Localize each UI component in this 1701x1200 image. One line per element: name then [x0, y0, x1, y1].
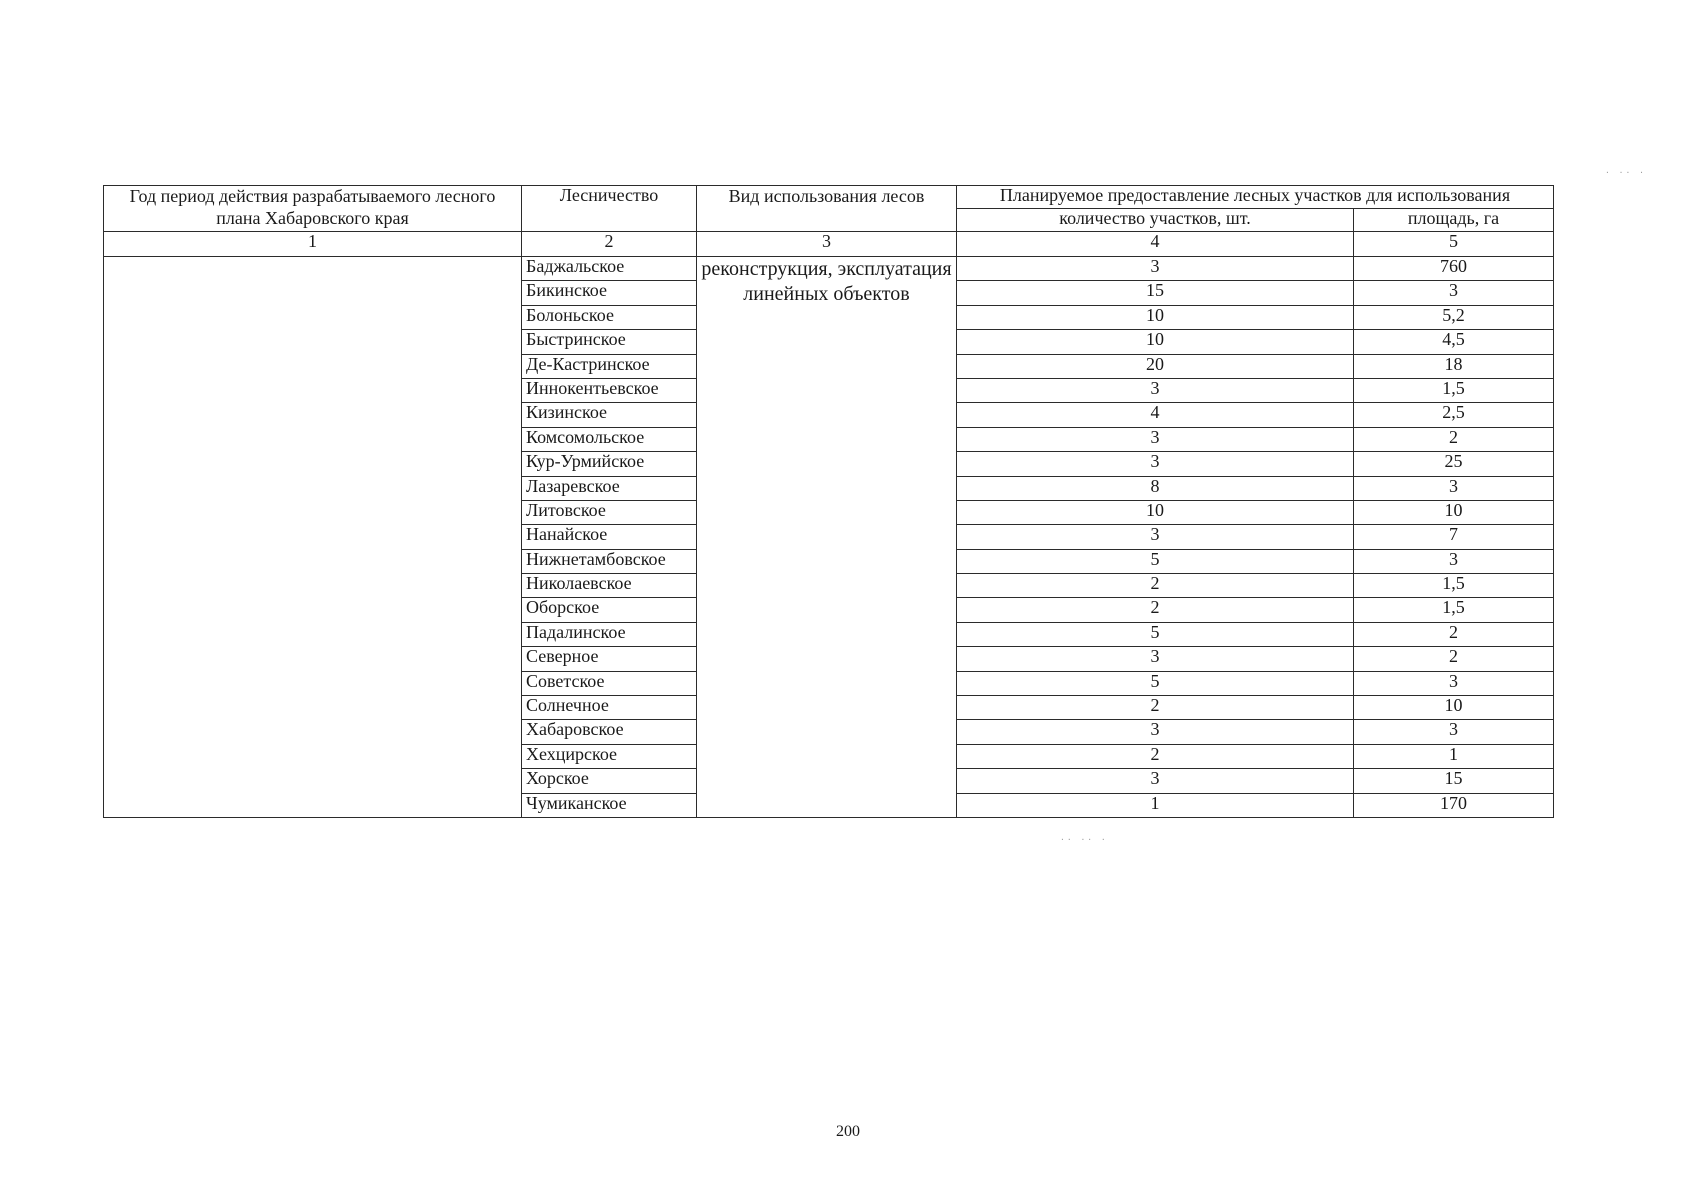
scan-noise-mark: · ·· · — [1605, 168, 1646, 177]
column-number: 4 — [957, 232, 1354, 257]
plot-count-cell: 2 — [957, 574, 1354, 598]
area-cell: 7 — [1354, 525, 1554, 549]
area-cell: 2 — [1354, 647, 1554, 671]
plot-count-cell: 3 — [957, 720, 1354, 744]
plot-count-cell: 1 — [957, 793, 1354, 817]
forestry-name-cell: Советское — [522, 671, 697, 695]
forestry-name-cell: Кизинское — [522, 403, 697, 427]
area-cell: 2,5 — [1354, 403, 1554, 427]
table-body — [104, 232, 1554, 818]
period-cell — [104, 257, 522, 818]
usage-type-cell: реконструкция, эксплуатация линейных объектов — [697, 257, 957, 818]
forestry-name-cell: Лазаревское — [522, 476, 697, 500]
forestry-name-cell: Иннокентьевское — [522, 378, 697, 402]
area-cell: 1 — [1354, 744, 1554, 768]
area-cell: 170 — [1354, 793, 1554, 817]
plot-count-cell: 3 — [957, 647, 1354, 671]
area-cell: 18 — [1354, 354, 1554, 378]
page-number: 200 — [836, 1123, 860, 1140]
plot-count-cell: 2 — [957, 598, 1354, 622]
plot-count-cell: 2 — [957, 696, 1354, 720]
plot-count-cell: 3 — [957, 257, 1354, 281]
area-cell: 2 — [1354, 427, 1554, 451]
table-row — [104, 257, 1554, 281]
forestry-name-cell: Солнечное — [522, 696, 697, 720]
plot-count-cell: 3 — [957, 378, 1354, 402]
forestry-name-cell: Комсомольское — [522, 427, 697, 451]
plot-count-cell: 10 — [957, 305, 1354, 329]
header-planned: Планируемое предоставление лесных участков для использования — [957, 186, 1554, 209]
area-cell: 10 — [1354, 696, 1554, 720]
forestry-name-cell: Чумиканское — [522, 793, 697, 817]
forestry-name-cell: Литовское — [522, 500, 697, 524]
plot-count-cell: 5 — [957, 549, 1354, 573]
column-number: 5 — [1354, 232, 1554, 257]
plot-count-cell: 10 — [957, 500, 1354, 524]
plot-count-cell: 3 — [957, 525, 1354, 549]
forestry-name-cell: Кур-Урмийское — [522, 452, 697, 476]
column-number: 2 — [522, 232, 697, 257]
area-cell: 10 — [1354, 500, 1554, 524]
plot-count-cell: 8 — [957, 476, 1354, 500]
plot-count-cell: 3 — [957, 427, 1354, 451]
area-cell: 3 — [1354, 720, 1554, 744]
forestry-name-cell: Хехцирское — [522, 744, 697, 768]
forestry-name-cell: Быстринское — [522, 330, 697, 354]
plot-count-cell: 4 — [957, 403, 1354, 427]
area-cell: 1,5 — [1354, 378, 1554, 402]
header-row-1 — [104, 186, 1554, 209]
forestry-name-cell: Северное — [522, 647, 697, 671]
forestry-name-cell: Падалинское — [522, 622, 697, 646]
area-cell: 4,5 — [1354, 330, 1554, 354]
area-cell: 760 — [1354, 257, 1554, 281]
area-cell: 3 — [1354, 549, 1554, 573]
area-cell: 3 — [1354, 281, 1554, 305]
header-forestry: Лесничество — [522, 186, 697, 232]
area-cell: 3 — [1354, 476, 1554, 500]
area-cell: 1,5 — [1354, 574, 1554, 598]
area-cell: 15 — [1354, 769, 1554, 793]
area-cell: 25 — [1354, 452, 1554, 476]
plot-count-cell: 15 — [957, 281, 1354, 305]
area-cell: 1,5 — [1354, 598, 1554, 622]
forestry-name-cell: Хабаровское — [522, 720, 697, 744]
plot-count-cell: 3 — [957, 769, 1354, 793]
area-cell: 2 — [1354, 622, 1554, 646]
forestry-name-cell: Хорское — [522, 769, 697, 793]
column-number: 1 — [104, 232, 522, 257]
area-cell: 3 — [1354, 671, 1554, 695]
forestry-name-cell: Оборское — [522, 598, 697, 622]
forestry-name-cell: Баджальское — [522, 257, 697, 281]
forestry-name-cell: Бикинское — [522, 281, 697, 305]
plot-count-cell: 10 — [957, 330, 1354, 354]
plot-count-cell: 5 — [957, 671, 1354, 695]
forestry-name-cell: Нижнетамбовское — [522, 549, 697, 573]
plot-count-cell: 3 — [957, 452, 1354, 476]
forest-plan-table — [103, 185, 1554, 818]
forestry-name-cell: Николаевское — [522, 574, 697, 598]
header-count: количество участков, шт. — [957, 209, 1354, 232]
area-cell: 5,2 — [1354, 305, 1554, 329]
plot-count-cell: 5 — [957, 622, 1354, 646]
plot-count-cell: 2 — [957, 744, 1354, 768]
forestry-name-cell: Де-Кастринское — [522, 354, 697, 378]
scan-noise-mark: ·· ·· · — [1060, 835, 1108, 844]
header-period: Год период действия разрабатываемого лесного плана Хабаровского края — [104, 186, 522, 232]
plot-count-cell: 20 — [957, 354, 1354, 378]
header-usage: Вид использования лесов — [697, 186, 957, 232]
forestry-name-cell: Болоньское — [522, 305, 697, 329]
header-area: площадь, га — [1354, 209, 1554, 232]
forestry-name-cell: Нанайское — [522, 525, 697, 549]
column-number: 3 — [697, 232, 957, 257]
column-number-row — [104, 232, 1554, 257]
